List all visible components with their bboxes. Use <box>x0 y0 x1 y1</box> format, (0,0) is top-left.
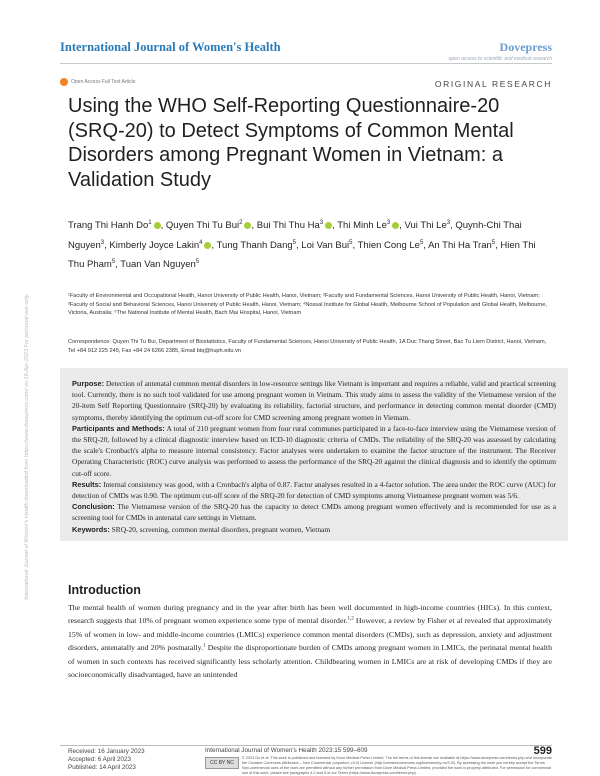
author-name[interactable]: Thien Cong Le <box>357 239 420 251</box>
author-affiliation-ref: 2 <box>239 220 243 226</box>
received-date: Received: 16 January 2023 <box>68 748 145 755</box>
publisher-logo[interactable]: Dovepress <box>499 40 552 54</box>
orcid-icon[interactable] <box>204 242 211 249</box>
author-name[interactable]: Quyen Thi Tu Bui <box>165 220 240 232</box>
abstract-box <box>60 368 568 541</box>
orcid-icon[interactable] <box>244 222 251 229</box>
footer-divider <box>60 745 552 746</box>
author-affiliation-ref: 3 <box>446 220 451 226</box>
affiliations: ¹Faculty of Environmental and Occupational Health, Hanoi University of Public Health, Hanoi, Vietnam; ²Faculty and Fundamental Sciences, Hanoi University of Public Health, Hanoi, Vietnam; ³Faculty of Social and Behavioral Sciences, Hanoi University of Public Health, Hanoi, Vietnam; ⁴Nossal Institute for Global Health, Melbourne School of Population and Global Health, Melbourne, Victoria, Australia; ⁵The National Institute of Mental Health, Bach Mai Hospital, Hanoi, Vietnam <box>68 293 547 317</box>
introduction-text <box>68 601 552 681</box>
citation-ref[interactable]: 1,2 <box>347 616 354 622</box>
footer-citation: International Journal of Women's Health 2023:15 599–609 <box>205 747 368 754</box>
open-access-text: Open Access Full Text Article <box>71 79 136 85</box>
abstract-conclusion <box>72 501 556 523</box>
methods-text: A total of 210 pregnant women from four rural communes participated in a face-to-face interview using the Vietnamese version of the SRQ-20, followed by a clinical diagnostic interview based on ICD-10 diagnostic criteria of CMDs. The reliability of the SRQ-20 was assessed by calculating the scale's Cronbach's alpha to measure internal consistency. Factor analyses were undertaken to examine the factor structure of the instrument. The Receiver Operating Characteristic (ROC) curve analysis was performed to assess the performance of the SRQ-20 against the clinical diagnosis and to identify the optimum cut-off score. <box>72 423 556 478</box>
keywords-label: Keywords: <box>72 524 110 534</box>
publisher-tagline: open access to scientific and medical research <box>448 56 552 62</box>
open-access-label <box>60 78 135 86</box>
license-text: © 2023 Do et al. This work is published and licensed by Dove Medical Press Limited. The full terms of this license are available at https://www.dovepress.com/terms.php and incorporate the Creative Commons Attribution – Non Commercial (unported, v3.0) License (http://creativecommons.org/licenses/by-nc/3.0/). By accessing the work you hereby accept the Terms. Non-commercial uses of the work are permitted without any further permission from Dove Medical Press Limited, provided the work is properly attributed. For permission for commercial use of this work, please see paragraphs 4.2 and 5 of our Terms (https://www.dovepress.com/terms.php). <box>242 756 552 775</box>
author-name[interactable]: Loi Van Bui <box>301 239 350 251</box>
intro-p2: However, a review by Fisher et al revealed that approximately 15% of women in low- and middle-income countries (LMICs) experience common mental disorders (CMDs), such as depression, anxiety and adjustment disorders, antenatally and 20% postnatally. <box>68 616 552 653</box>
published-date: Published: 14 April 2023 <box>68 764 136 771</box>
methods-label: Participants and Methods: <box>72 423 165 433</box>
journal-name[interactable]: International Journal of Women's Health <box>60 40 281 54</box>
author-name[interactable]: Vui Thi Le <box>404 220 447 232</box>
author-name[interactable]: Trang Thi Hanh Do <box>68 220 149 232</box>
author-affiliation-ref: 5 <box>491 239 496 246</box>
citation-ref[interactable]: 1 <box>203 643 206 649</box>
author-affiliation-ref: 3 <box>100 239 105 246</box>
side-note-text: International Journal of Women's Health downloaded from https://www.dovepress.com/ on 16-Apr-2023 For personal use only. <box>24 293 30 600</box>
author-affiliation-ref: 5 <box>349 239 353 246</box>
intro-p1: The mental health of women during pregnancy and in the year after birth has been well documented in high-income countries (HICs). In this context, research suggests that 10% of pregnant women experience some type of mental disorder. <box>68 603 552 626</box>
publication-dates <box>68 748 145 772</box>
results-label: Results: <box>72 479 102 489</box>
keywords-text: SRQ-20, screening, common mental disorders, pregnant women, Vietnam <box>111 524 331 534</box>
article-title: Using the WHO Self-Reporting Questionnaire-20 (SRQ-20) to Detect Symptoms of Common Mental Disorders among Pregnant Women in Vietnam: a Validation Study <box>68 95 514 191</box>
orcid-icon[interactable] <box>325 222 332 229</box>
author-affiliation-ref: 1 <box>148 220 152 226</box>
introduction-heading: Introduction <box>68 583 141 597</box>
author-affiliation-ref: 5 <box>111 259 116 266</box>
purpose-text: Detection of antenatal common mental disorders in low-resource settings like Vietnam is important and requires a reliable, valid and practical screening tool. Currently, there is no such tool validated for use among pregnant women in Vietnam. This study aims to assess the validity of the Vietnamese version of the 20-item Self Reporting Questionnaire (SRQ-20) by evaluating its reliability, factorial structure, and performance in detecting common mental disorder (CMD) symptoms, thereby identifying the optimum cut-off score for CMD screening among pregnant women in Vietnam. <box>72 379 556 422</box>
purpose-label: Purpose: <box>72 379 105 388</box>
author-name[interactable]: Tuan Van Nguyen <box>120 259 196 271</box>
author-name[interactable]: An Thi Ha Tran <box>428 239 492 251</box>
author-name[interactable]: Bui Thi Thu Ha <box>256 220 320 232</box>
abstract-results <box>72 479 556 501</box>
orcid-icon[interactable] <box>154 222 161 229</box>
author-list: Trang Thi Hanh Do$^1$ , Quyen Thi Tu Bui$^2$ , Bui Thi Thu Ha$^3$ , Thi Minh Le$^3$ , Vui Thi Le$^3$, Quynh-Chi Thai Nguyen$^3$, Kimberly Joyce Lakin$^4$ , Tung Thanh Dang$^5$, Loi Van Bui$^5$, Thien Cong Le$^5$, An Thi Ha Tran$^5$, Hien Thi Thu Pham$^5$, Tuan Van Nguyen$^5$ <box>68 220 536 271</box>
author-name[interactable]: Quynh-Chi Thai Nguyen <box>68 220 522 251</box>
abstract-methods <box>72 423 556 479</box>
author-affiliation-ref: 5 <box>292 239 296 246</box>
author-name[interactable]: Hien Thi Thu Pham <box>68 239 536 271</box>
author-affiliation-ref: 5 <box>195 259 200 266</box>
author-name[interactable]: Thi Minh Le <box>337 220 387 232</box>
orcid-icon[interactable] <box>392 222 399 229</box>
author-affiliation-ref: 5 <box>419 239 424 246</box>
conclusion-text: The Vietnamese version of the SRQ-20 has the capacity to detect CMDs among pregnant women effectively and is recommended for use as a screening tool for CMDs in antenatal care settings in Vietnam. <box>72 502 556 523</box>
author-affiliation-ref: 3 <box>386 220 391 226</box>
page-number: 599 <box>533 745 552 757</box>
side-download-note <box>24 180 34 600</box>
header-divider <box>60 63 552 64</box>
conclusion-label: Conclusion: <box>72 502 115 512</box>
author-affiliation-ref: 3 <box>319 220 324 226</box>
open-access-icon <box>60 78 68 86</box>
author-name[interactable]: Kimberly Joyce Lakin <box>109 239 200 251</box>
author-name[interactable]: Tung Thanh Dang <box>216 239 293 251</box>
abstract-keywords <box>72 524 556 535</box>
article-type: ORIGINAL RESEARCH <box>434 79 552 89</box>
correspondence: Correspondence: Quyen Thi Tu Bui, Department of Biostatistics, Faculty of Fundamental Sciences, Hanoi University of Public Health, 1A Duc Thang Street, Bac Tu Liem District, Hanoi, Vietnam, Tel +84 912 225 245, Fax +84 24 6266 2385, Email btq@huph.edu.vn <box>68 339 547 354</box>
abstract-purpose <box>72 378 556 423</box>
results-text: Internal consistency was good, with a Cronbach's alpha of 0.87. Factor analyses resulted in a 4-factor solution. The area under the ROC curve (AUC) for detection of CMDs was 0.90. The optimum cut-off score of the SRQ-20 for detection of CMD symptoms among Vietnamese pregnant women was 5/6. <box>72 479 556 501</box>
cc-license-badge[interactable]: CC BY NC <box>205 757 239 769</box>
intro-p3: Despite the disproportionate burden of CMDs among pregnant women in LMICs, the perinatal mental health of women in such contexts has received significantly less scholarly attention. Childbearing women in LMICs are at risk of developing CMDs if they are socioeconomically disadvantaged, have an unintended <box>68 643 552 680</box>
accepted-date: Accepted: 6 April 2023 <box>68 756 132 763</box>
author-affiliation-ref: 4 <box>199 239 203 246</box>
